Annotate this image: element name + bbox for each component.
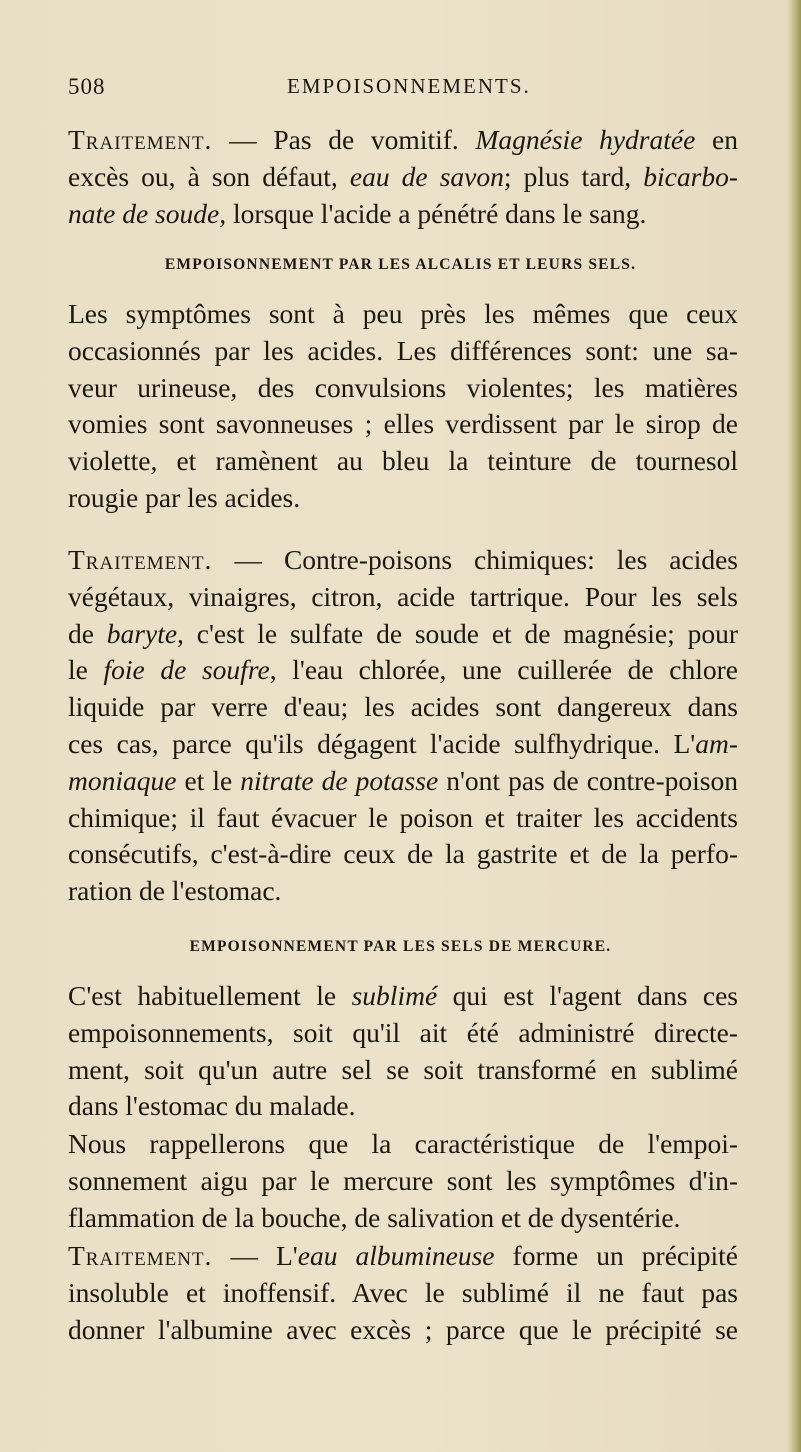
paragraph-traitement-mercure <box>68 1238 738 1348</box>
traitement-label: Traitement. <box>68 124 213 155</box>
text-line: sonnement aigu par le mercure sont les symptômes d'in- <box>68 1164 738 1196</box>
running-title: EMPOISONNEMENTS. <box>287 74 531 98</box>
text-run: n'ont pas de contre-poison <box>438 764 738 796</box>
text-run: — Contre-poisons chimiques: les acides <box>212 544 738 575</box>
text-run: le <box>68 654 104 686</box>
text-run: excès ou, à son défaut, <box>68 160 350 192</box>
text-line: occasionnés par les acides. Les différences sont: une sa- <box>68 334 738 366</box>
italic-term: baryte <box>106 617 178 649</box>
italic-term: nate de soude <box>68 197 220 229</box>
italic-term: eau de savon <box>349 160 504 192</box>
italic-term: sublimé <box>351 980 438 1011</box>
italic-term: bicarbo- <box>643 160 738 192</box>
text-line: veur urineuse, des convulsions violentes; les matières <box>68 371 738 403</box>
paragraph-sublime <box>68 978 738 1125</box>
text-line <box>68 763 738 800</box>
text-line: ration de l'estomac. <box>68 875 282 907</box>
page-number: 508 <box>68 74 106 99</box>
text-line: insoluble et inoffensif. Avec le sublimé il ne faut pas <box>68 1276 738 1308</box>
text-line: violette, et ramènent au bleu la teinture de tournesol <box>68 445 738 477</box>
italic-term: nitrate de potasse <box>240 764 439 796</box>
text-run: , lorsque l'acide a pénétré dans le sang. <box>219 197 647 229</box>
text-line <box>68 196 738 233</box>
text-line <box>68 542 738 579</box>
paragraph-caracteristique <box>68 1126 738 1236</box>
text-run: ces cas, parce qu'ils dégagent l'acide sulfhydrique. L' <box>68 727 696 759</box>
text-line: chimique; il faut évacuer le poison et traiter les accidents <box>68 801 738 833</box>
text-run: ; plus tard, <box>503 160 644 192</box>
paragraph-traitement-acides <box>68 122 738 232</box>
text-run: en <box>695 124 738 155</box>
text-line: Nous rappellerons que la caractéristique de l'empoi- <box>68 1128 738 1159</box>
italic-term: eau albumineuse <box>297 1240 495 1271</box>
italic-term: foie de soufre <box>103 654 270 686</box>
text-line: vomies sont savonneuses ; elles verdissent par le sirop de <box>68 408 738 440</box>
page-header <box>68 74 734 110</box>
section-heading-mercure: EMPOISONNEMENT PAR LES SELS DE MERCURE. <box>189 938 612 955</box>
text-line: dans l'estomac du malade. <box>68 1090 356 1122</box>
italic-term: moniaque <box>68 764 177 796</box>
italic-term: Magnésie hydratée <box>475 124 696 155</box>
text-line <box>68 616 738 653</box>
text-line: liquide par verre d'eau; les acides sont dangereux dans <box>68 691 738 723</box>
text-run: C'est habituellement le <box>68 980 352 1011</box>
text-run: , l'eau chlorée, une cuillerée de chlore <box>269 654 738 686</box>
text-line <box>68 159 738 196</box>
traitement-label: Traitement. <box>68 1240 213 1271</box>
text-run: , c'est le sulfate de soude et de magnésie; pour <box>177 617 738 649</box>
text-line: rougie par les acides. <box>68 481 301 513</box>
text-line: donner l'albumine avec excès ; parce que le précipité se <box>68 1313 738 1345</box>
text-run: et le <box>176 764 241 796</box>
text-line <box>68 726 738 763</box>
text-line: ment, soit qu'un autre sel se soit transformé en sublimé <box>68 1053 738 1085</box>
text-line <box>68 652 738 689</box>
paragraph-traitement-alcalis <box>68 542 738 910</box>
traitement-label: Traitement. <box>68 544 213 575</box>
text-line <box>68 978 738 1015</box>
text-run: forme un précipité <box>494 1240 738 1271</box>
text-line: flammation de la bouche, de salivation et de dysentérie. <box>68 1201 681 1233</box>
text-line <box>68 1238 738 1275</box>
text-line: empoisonnements, soit qu'il ait été administré directe- <box>68 1016 738 1048</box>
text-run: — Pas de vomitif. <box>212 124 476 155</box>
italic-term: am- <box>695 727 738 759</box>
text-run: de <box>68 617 107 649</box>
text-line <box>68 122 738 159</box>
text-line: Les symptômes sont à peu près les mêmes que ceux <box>68 298 738 329</box>
text-run: — L' <box>212 1240 298 1271</box>
page-edge-shadow <box>787 0 801 1452</box>
text-line: végétaux, vinaigres, citron, acide tartrique. Pour les sels <box>68 580 738 612</box>
section-heading-alcalis: EMPOISONNEMENT PAR LES ALCALIS ET LEURS SELS. <box>164 256 637 273</box>
text-run: qui est l'agent dans ces <box>437 980 739 1011</box>
text-line: consécutifs, c'est-à-dire ceux de la gastrite et de la perfo- <box>68 838 738 870</box>
paragraph-symptomes-alcalis <box>68 296 738 517</box>
